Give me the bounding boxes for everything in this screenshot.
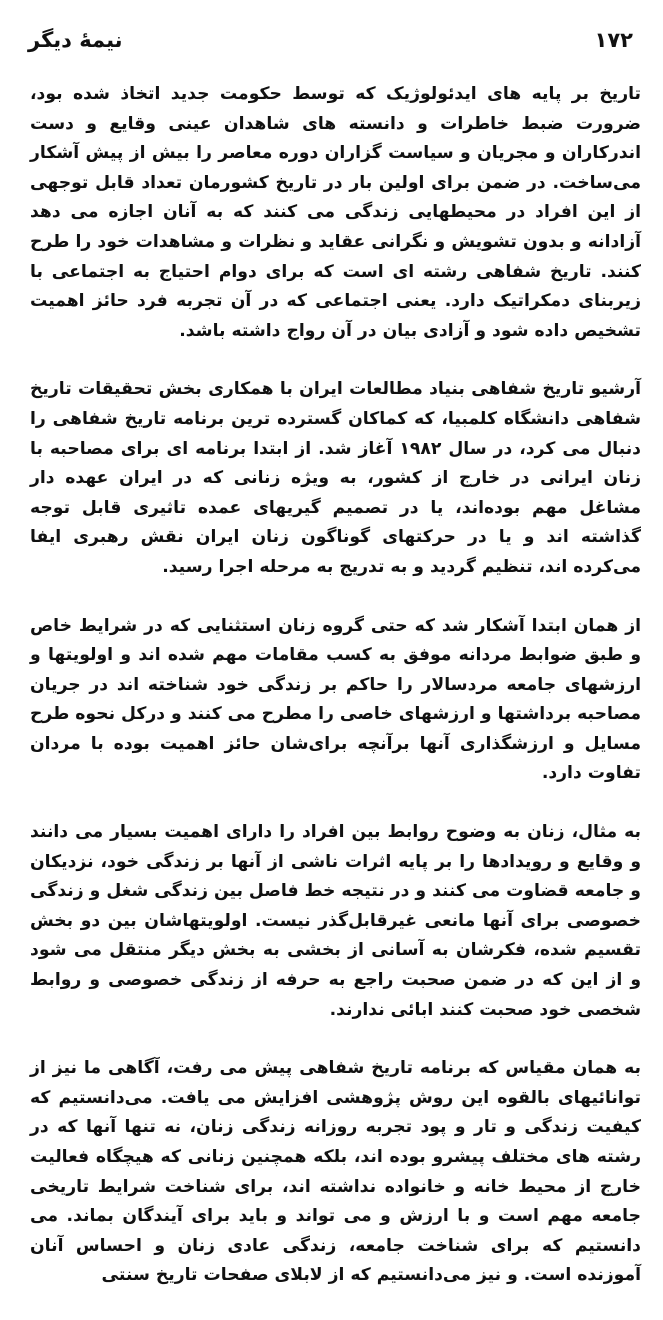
page-number: ۱۷۲ xyxy=(594,28,633,52)
body-text xyxy=(30,80,641,1320)
running-head xyxy=(28,20,633,60)
paragraph-2: آرشیو تاریخ شفاهی بنیاد مطالعات ایران با همکاری بخش تحقیقات تاریخ شفاهی دانشگاه کلمبیا، که کماکان گسترده ترین برنامه تاریخ شفاهی را دنبال می کرد، در سال ۱۹۸۲ آغاز شد. از ابتدا برنامه ای برای مصاحبه با زنان ایرانی در خارج از کشور، به ویژه زنانی که در ایران عهده دار مشاغل مهم بوده‌اند، یا در تصمیم گیریهای عمده تاثیری قابل توجه گذاشته اند و یا در حرکتهای گوناگون زنان ایران نقش رهبری ایفا می‌کرده اند، تنظیم گردید و به تدریج به مرحله اجرا رسید. xyxy=(30,379,641,577)
paragraph-4: به مثال، زنان به وضوح روابط بین افراد را دارای اهمیت بسیار می دانند و وقایع و رویدادها را بر پایه اثرات ناشی از آنها بر زندگی خود، نزدیکان و جامعه قضاوت می کنند و در نتیجه خط فاصل بین زندگی شغل و زندگی خصوصی برای آنها مانعی غیرقابل‌گذر نیست. اولویتهاشان بین دو بخش تقسیم شده، فکرشان به آسانی از بخشی به بخش دیگر منتقل می شود و از این که در ضمن صحبت راجع به حرفه از زندگی خصوصی و روابط شخصی خود صحبت کنند ابائی ندارند. xyxy=(30,822,641,1020)
paragraph-3: از همان ابتدا آشکار شد که حتی گروه زنان استثنایی که در شرایط خاص و طبق ضوابط مردانه موفق به کسب مقامات مهم شده اند و اولویتها و ارزشهای جامعه مردسالار را حاکم بر زندگی خود شناخته اند در جریان مصاحبه برداشتها و ارزشهای خاصی را مطرح می کنند و درکل نحوه طرح مسایل و ارزشگذاری آنها برآنچه برای‌شان حائز اهمیت بوده با مردان تفاوت دارد. xyxy=(30,615,641,784)
paragraph-5: به همان مقیاس که برنامه تاریخ شفاهی پیش می رفت، آگاهی ما نیز از توانائیهای بالقوه این روش پژوهشی افزایش می یافت. می‌دانستیم که کیفیت زندگی و تار و پود تجربه روزانه زندگی زنان، نه تنها آنها که در رشته های مختلف پیشرو بوده اند، بلکه همچنین زنانی که هیچگاه فعالیت خارج از محیط خانه و خانواده نداشته اند، برای شناخت شرایط تاریخی جامعه مهم است و با ارزش و می تواند و باید برای آیندگان بماند. می دانستیم که برای شناخت جامعه، زندگی عادی زنان و احساس آنان آموزنده است. و نیز می‌دانستیم که از لابلای صفحات تاریخ سنتی xyxy=(30,1058,641,1286)
running-title: نیمهٔ دیگر xyxy=(28,28,123,52)
paragraph-1: تاریخ بر پایه های ایدئولوژیک که توسط حکومت جدید اتخاذ شده بود، ضرورت ضبط خاطرات و دانسته های شاهدان عینی وقایع و دست اندرکاران و مجریان و سیاست گزاران دوره معاصر را بیش از پیش آشکار می‌ساخت. در ضمن برای اولین بار در تاریخ کشورمان تعداد قابل توجهی از این افراد در محیطهایی زندگی می کنند که به آنان اجازه می دهد آزادانه و بدون تشویش و نگرانی عقاید و نظرات و مشاهدات خود را طرح کنند. تاریخ شفاهی رشته ای است که برای دوام احتیاج به اجتماعی با زیربنای دمکراتیک دارد. یعنی اجتماعی که در آن تجربه فرد حائز اهمیت تشخیص داده شود و آزادی بیان در آن رواج داشته باشد. xyxy=(30,84,641,341)
